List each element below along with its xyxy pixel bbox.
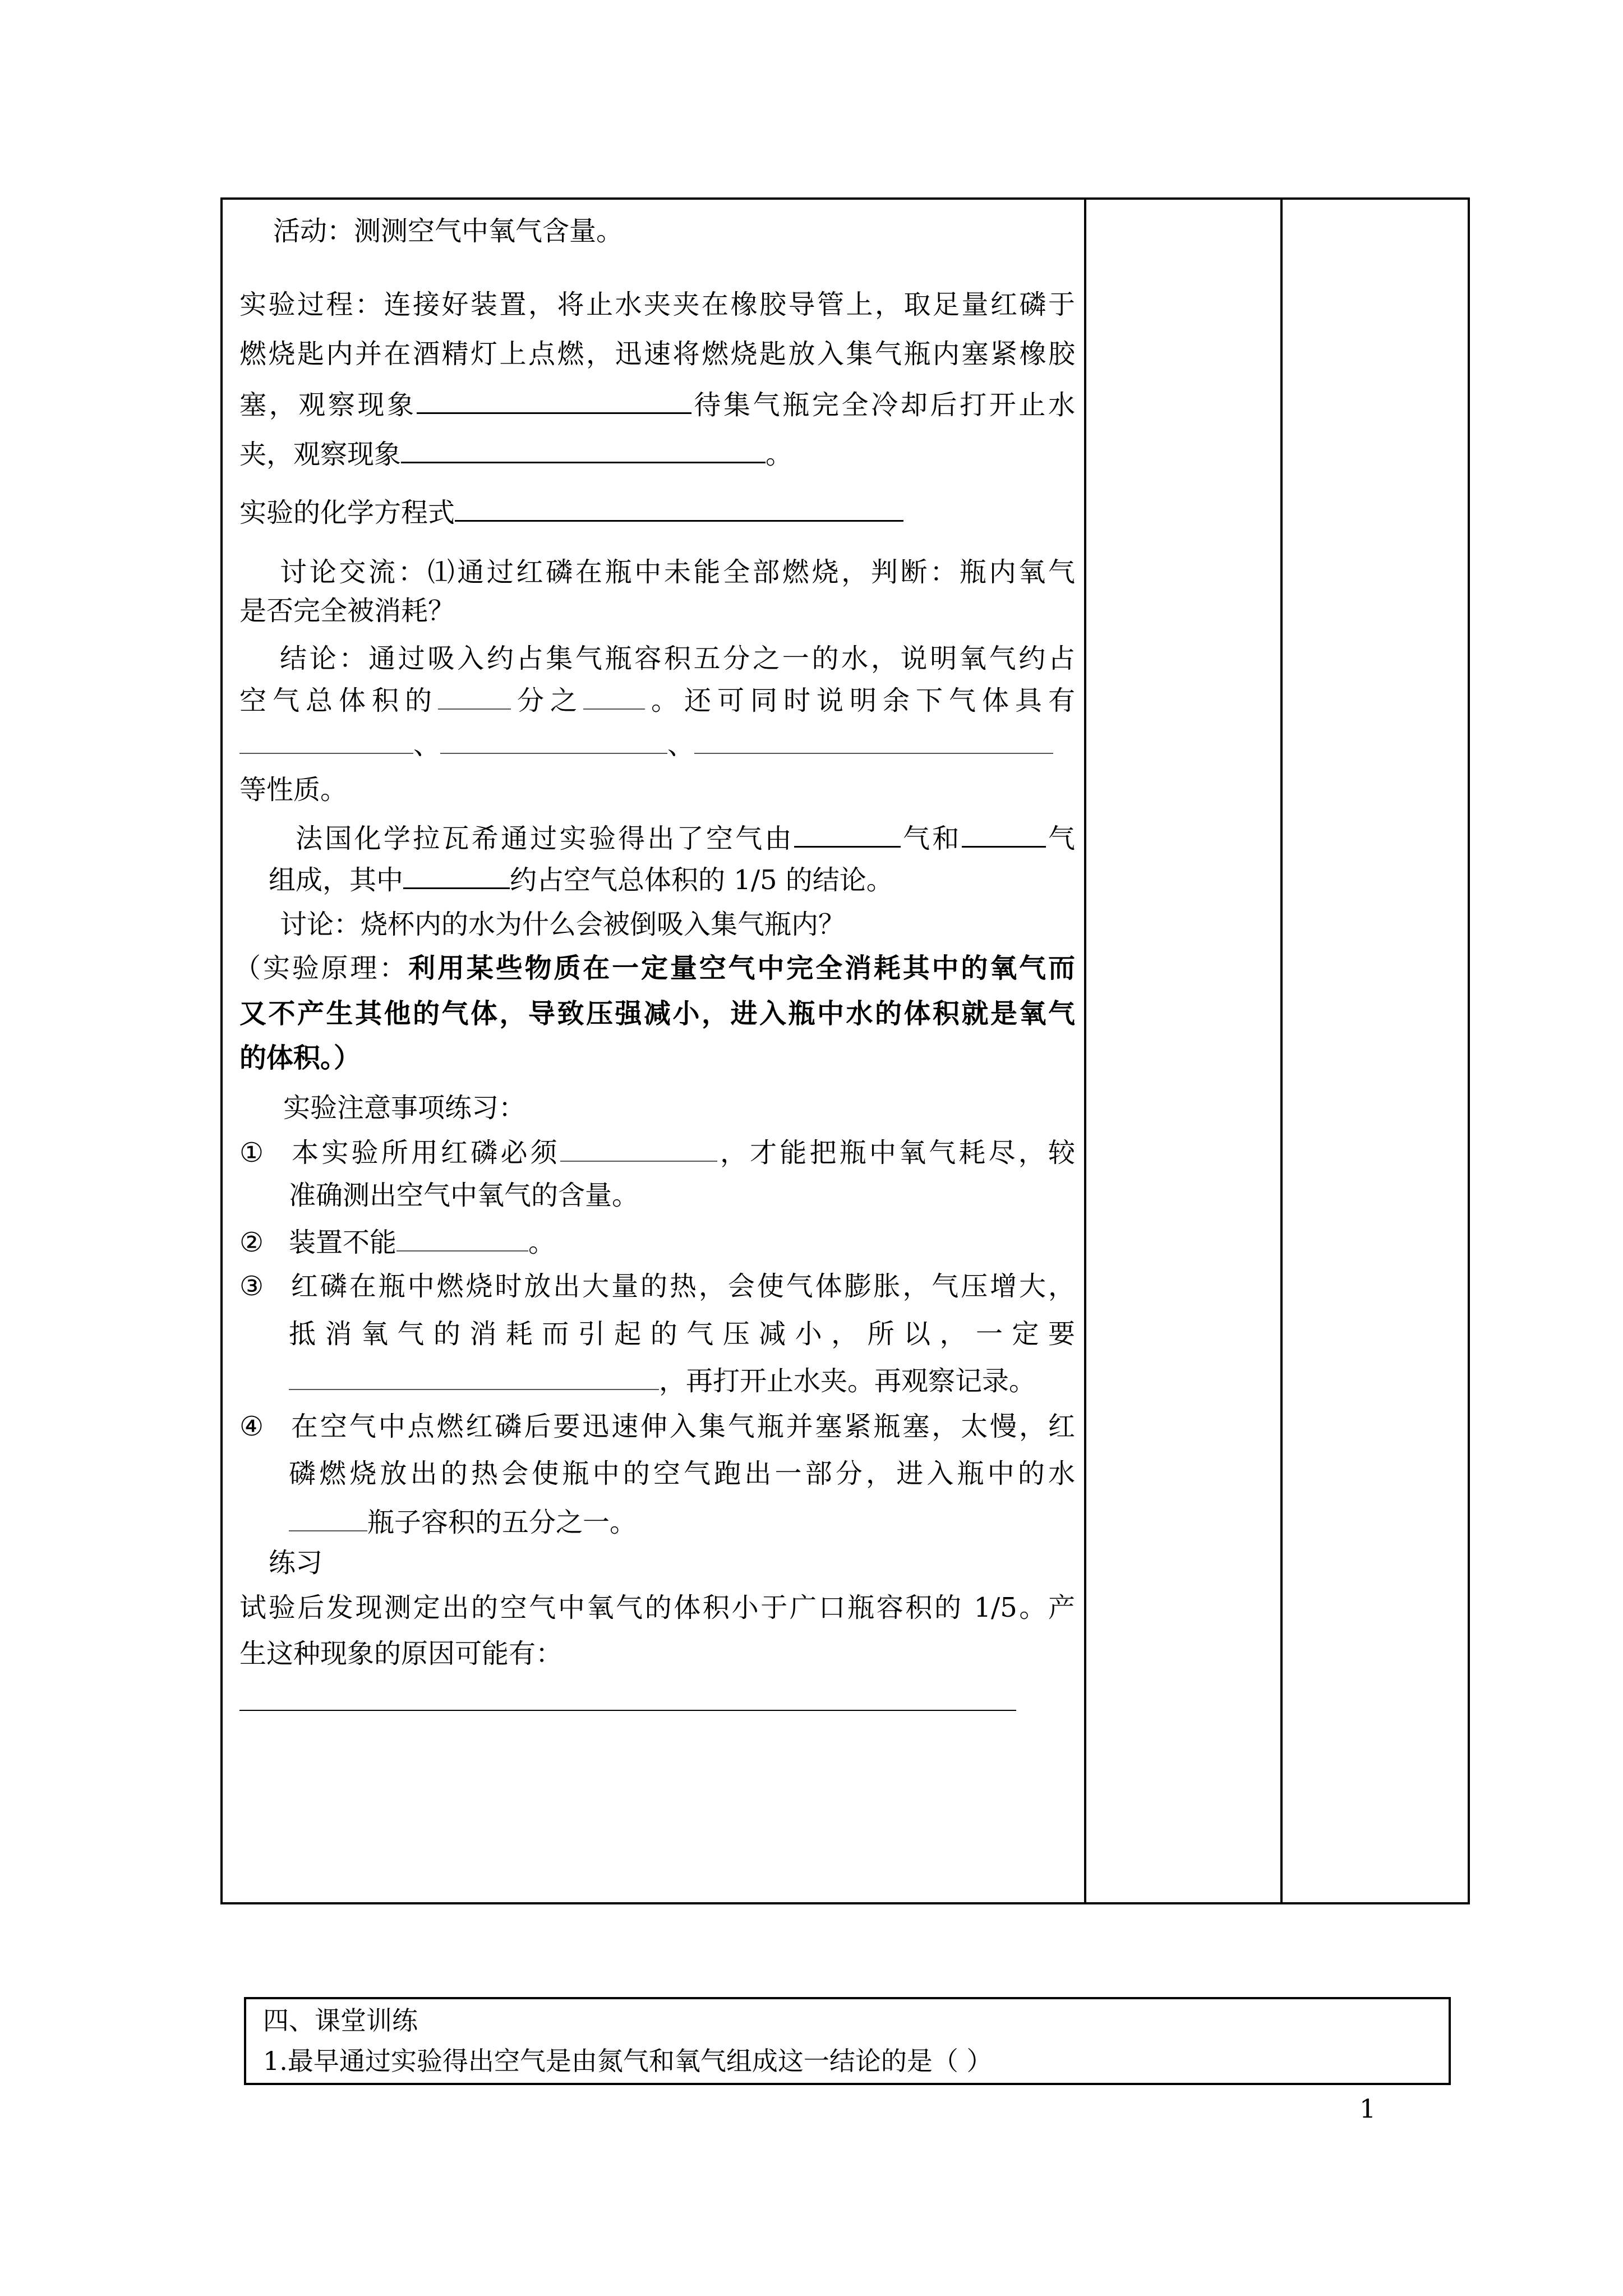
process-line-4 (239, 436, 792, 471)
conclusion-line-2 (239, 683, 1075, 717)
conclusion-fraction-word: 分之 (511, 685, 583, 716)
lesson-table (220, 197, 1470, 1904)
property-separator-1: 、 (413, 729, 441, 761)
property-separator-2: 、 (667, 729, 695, 761)
fraction-numerator-blank[interactable] (583, 683, 645, 710)
note-2-blank[interactable] (396, 1225, 528, 1251)
note-1-line-1 (239, 1135, 1075, 1170)
conclusion-line-2-start: 空气总体积的 (239, 685, 438, 716)
equation-line (239, 494, 903, 530)
principle-text-1: 利用某些物质在一定量空气中完全消耗其中的氧气而 (408, 953, 1075, 984)
note-2-text-start: 装置不能 (289, 1227, 397, 1258)
gas-blank-3[interactable] (403, 862, 510, 889)
exercise-answer-blank[interactable] (239, 1687, 1016, 1711)
lavoisier-line-1-end: 气 (1045, 823, 1075, 854)
equation-label: 实验的化学方程式 (239, 497, 455, 528)
lavoisier-line-1-start: 法国化学拉瓦希通过实验得出了空气由 (296, 823, 794, 854)
note-2-line-1 (239, 1225, 555, 1259)
equation-blank[interactable] (455, 494, 903, 522)
exercise-line-2: 生这种现象的原因可能有： (239, 1638, 563, 1669)
process-line-3-start: 塞，观察现象 (239, 389, 417, 421)
discussion-line-2: 是否完全被消耗？ (239, 595, 455, 627)
note-3-text-1: 红磷在瓶中燃烧时放出大量的热，会使气体膨胀，气压增大， (289, 1271, 1075, 1302)
property-blank-1[interactable] (239, 727, 413, 754)
column-divider-1 (1084, 200, 1086, 1902)
training-heading: 四、课堂训练 (263, 2005, 418, 2036)
exercise-heading: 练习 (269, 1547, 323, 1579)
gas-blank-2[interactable] (962, 820, 1046, 848)
lavoisier-line-1 (296, 820, 1075, 855)
conclusion-line-4: 等性质。 (239, 774, 348, 806)
lavoisier-line-2 (269, 862, 893, 897)
process-line-4-end: 。 (766, 439, 793, 470)
note-4-line-3 (289, 1504, 637, 1539)
lavoisier-line-1-mid: 气和 (900, 823, 962, 854)
discussion-2: 讨论：烧杯内的水为什么会被倒吸入集气瓶内？ (280, 909, 846, 940)
observation-blank-2[interactable] (401, 436, 766, 463)
note-3-marker: ③ (239, 1271, 264, 1302)
principle-line-2 (239, 997, 1075, 1030)
property-blank-2[interactable] (440, 727, 667, 754)
process-line-4-start: 夹，观察现象 (239, 439, 402, 470)
conclusion-line-3 (239, 727, 1053, 762)
class-training-box (244, 1997, 1451, 2085)
process-line-3 (239, 386, 1075, 422)
process-line-3-end: 待集气瓶完全冷却后打开止水 (691, 389, 1075, 421)
note-4-text-3: 瓶子容积的五分之一。 (367, 1507, 637, 1538)
note-3-blank[interactable] (289, 1363, 659, 1390)
note-1-marker: ① (239, 1137, 264, 1168)
process-line-1: 实验过程：连接好装置，将止水夹夹在橡胶导管上，取足量红磷于 (239, 289, 1075, 320)
note-4-text-1: 在空气中点燃红磷后要迅速伸入集气瓶并塞紧瓶塞，太慢，红 (289, 1411, 1075, 1442)
exercise-answer-line (239, 1685, 1016, 1719)
note-3-line-3 (289, 1363, 1036, 1398)
exercise-line-1: 试验后发现测定出的空气中氧气的体积小于广口瓶容积的 1/5。产 (239, 1592, 1075, 1623)
principle-text-2: 又不产生其他的气体，导致压强减小，进入瓶中水的体积就是氧气 (239, 998, 1075, 1029)
notes-heading: 实验注意事项练习： (283, 1092, 526, 1124)
note-1-line-2: 准确测出空气中氧气的含量。 (289, 1180, 639, 1211)
training-question-1: 1.最早通过实验得出空气是由氮气和氧气组成这一结论的是（ ） (263, 2046, 993, 2076)
lavoisier-line-2-end: 约占空气总体积的 1/5 的结论。 (510, 864, 893, 896)
note-2-marker: ② (239, 1227, 264, 1258)
process-line-2: 燃烧匙内并在酒精灯上点燃，迅速将燃烧匙放入集气瓶内塞紧橡胶 (239, 338, 1075, 370)
note-4-line-1 (239, 1410, 1075, 1443)
conclusion-line-2-end: 。还可同时说明余下气体具有 (645, 685, 1075, 716)
discussion-line-1: 讨论交流：⑴通过红磷在瓶中未能全部燃烧，判断：瓶内氧气 (280, 556, 1075, 588)
column-divider-2 (1280, 200, 1283, 1902)
principle-line-3 (239, 1041, 361, 1075)
activity-title: 活动：测测空气中氧气含量。 (273, 215, 624, 247)
principle-text-3: 的体积。） (239, 1042, 361, 1074)
fraction-denominator-blank[interactable] (438, 683, 511, 710)
lavoisier-line-2-start: 组成，其中 (269, 864, 404, 896)
note-1-blank[interactable] (560, 1135, 717, 1162)
note-4-line-2: 磷燃烧放出的热会使瓶中的空气跑出一部分，进入瓶中的水 (289, 1458, 1075, 1489)
page-number: 1 (1359, 2093, 1376, 2124)
note-1-text-start: 本实验所用红磷必须 (289, 1137, 560, 1168)
note-3-line-1 (239, 1269, 1075, 1303)
principle-prefix: （实验原理： (234, 953, 409, 984)
property-blank-3[interactable] (694, 727, 1053, 754)
note-3-text-3: ，再打开止水夹。再观察记录。 (659, 1365, 1036, 1397)
principle-line-1 (234, 951, 1075, 985)
note-4-blank[interactable] (289, 1504, 367, 1531)
note-3-line-2: 抵消氧气的消耗而引起的气压减小，所以，一定要 (289, 1318, 1075, 1350)
note-2-text-end: 。 (528, 1227, 556, 1258)
observation-blank-1[interactable] (417, 386, 691, 414)
note-1-text-end: ，才能把瓶中氧气耗尽，较 (717, 1137, 1075, 1168)
conclusion-line-1: 结论：通过吸入约占集气瓶容积五分之一的水，说明氧气约占 (280, 643, 1075, 674)
gas-blank-1[interactable] (794, 820, 901, 848)
note-4-marker: ④ (239, 1411, 264, 1442)
